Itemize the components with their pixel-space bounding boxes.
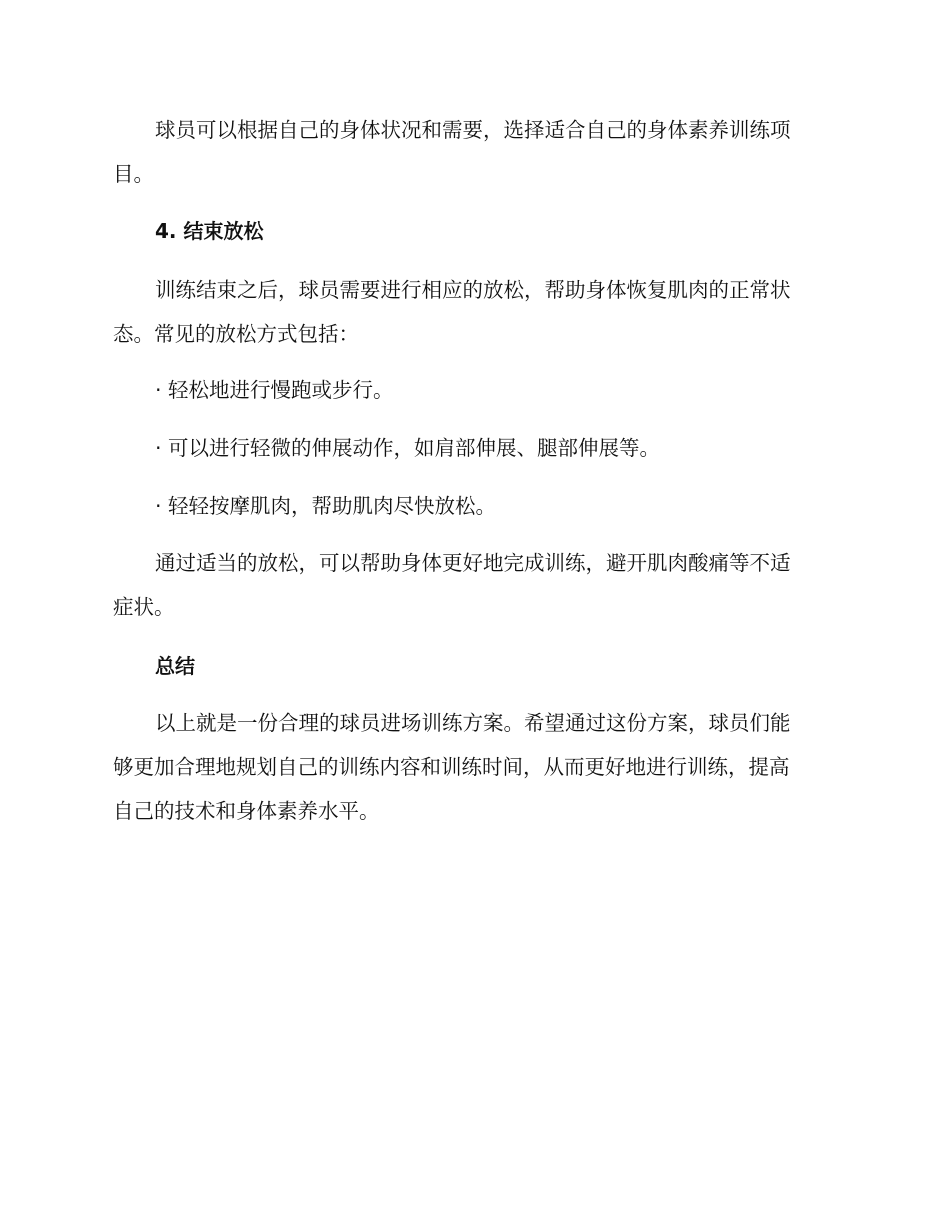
list-item: · 轻松地进行慢跑或步行。 [155,378,394,402]
list-item: · 轻轻按摩肌肉，帮助肌肉尽快放松。 [155,494,497,518]
paragraph-line: 态。常见的放松方式包括： [113,322,359,346]
paragraph-line: 训练结束之后，球员需要进行相应的放松，帮助身体恢复肌肉的正常状 [155,278,791,302]
paragraph-line: 目。 [113,162,154,186]
section-heading-summary: 总结 [155,654,195,678]
paragraph-cooldown-benefit [113,541,830,629]
paragraph-line: 以上就是一份合理的球员进场训练方案。希望通过这份方案，球员们能 [155,711,791,735]
paragraph-summary [113,701,830,833]
paragraph-cooldown-intro [113,268,830,356]
paragraph-line: 自己的技术和身体素养水平。 [113,799,380,823]
section-heading-cooldown: 4. 结束放松 [155,219,264,243]
paragraph-line: 通过适当的放松，可以帮助身体更好地完成训练，避开肌肉酸痛等不适 [155,551,791,575]
paragraph-line: 够更加合理地规划自己的训练内容和训练时间，从而更好地进行训练，提高 [113,755,790,779]
paragraph-line: 球员可以根据自己的身体状况和需要，选择适合自己的身体素养训练项 [155,118,791,142]
paragraph-fitness-choice [113,108,830,196]
list-item: · 可以进行轻微的伸展动作，如肩部伸展、腿部伸展等。 [155,436,661,460]
paragraph-line: 症状。 [113,595,175,619]
